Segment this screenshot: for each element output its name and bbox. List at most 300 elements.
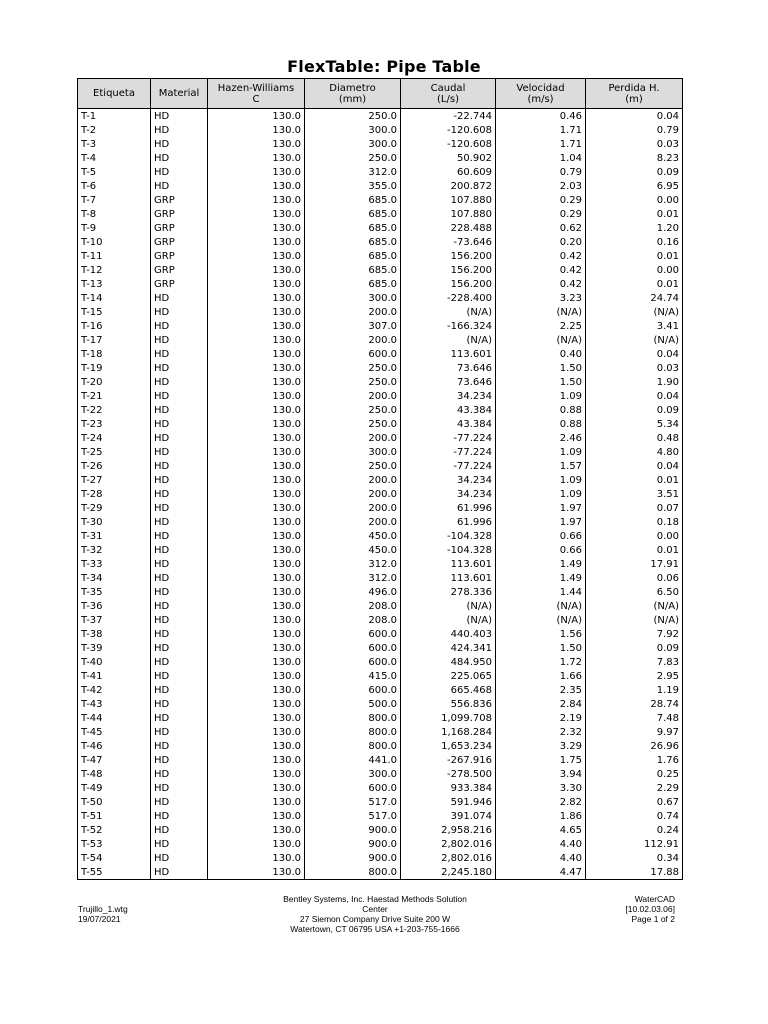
cell-perdida: 28.74	[586, 697, 683, 711]
cell-hazen-williams: 130.0	[208, 697, 305, 711]
cell-velocidad: 1.09	[496, 487, 586, 501]
cell-diametro: 208.0	[305, 599, 401, 613]
cell-caudal: 933.384	[401, 781, 496, 795]
cell-etiqueta: T-12	[78, 263, 151, 277]
cell-perdida: 1.76	[586, 753, 683, 767]
cell-etiqueta: T-47	[78, 753, 151, 767]
cell-hazen-williams: 130.0	[208, 235, 305, 249]
cell-perdida: 1.19	[586, 683, 683, 697]
footer-app-version: [10.02.03.06]	[625, 904, 675, 914]
cell-etiqueta: T-54	[78, 851, 151, 865]
cell-caudal: 2,958.216	[401, 823, 496, 837]
cell-diametro: 200.0	[305, 487, 401, 501]
cell-velocidad: 3.29	[496, 739, 586, 753]
table-row	[78, 207, 683, 221]
cell-etiqueta: T-9	[78, 221, 151, 235]
table-row	[78, 109, 683, 124]
cell-velocidad: 2.35	[496, 683, 586, 697]
cell-diametro: 200.0	[305, 305, 401, 319]
cell-caudal: 1,099.708	[401, 711, 496, 725]
cell-material: HD	[151, 809, 208, 823]
cell-diametro: 250.0	[305, 375, 401, 389]
cell-material: HD	[151, 375, 208, 389]
cell-etiqueta: T-5	[78, 165, 151, 179]
cell-perdida: 0.01	[586, 207, 683, 221]
footer-address-line: Watertown, CT 06795 USA +1-203-755-1666	[290, 924, 460, 934]
cell-material: HD	[151, 501, 208, 515]
cell-velocidad: 0.42	[496, 249, 586, 263]
cell-velocidad: 2.03	[496, 179, 586, 193]
footer-address-line: 27 Siemon Company Drive Suite 200 W	[299, 914, 451, 924]
cell-hazen-williams: 130.0	[208, 459, 305, 473]
cell-diametro: 900.0	[305, 851, 401, 865]
cell-velocidad: 0.66	[496, 543, 586, 557]
cell-hazen-williams: 130.0	[208, 305, 305, 319]
cell-etiqueta: T-8	[78, 207, 151, 221]
cell-velocidad: 2.84	[496, 697, 586, 711]
column-header-caudal: Caudal (L/s)	[401, 79, 496, 109]
cell-perdida: (N/A)	[586, 305, 683, 319]
cell-etiqueta: T-10	[78, 235, 151, 249]
cell-caudal: 50.902	[401, 151, 496, 165]
footer-filename: Trujillo_1.wtg	[78, 904, 128, 914]
cell-diametro: 312.0	[305, 165, 401, 179]
cell-velocidad: 1.97	[496, 501, 586, 515]
table-row	[78, 361, 683, 375]
cell-diametro: 685.0	[305, 221, 401, 235]
cell-hazen-williams: 130.0	[208, 585, 305, 599]
cell-material: HD	[151, 389, 208, 403]
cell-velocidad: 4.65	[496, 823, 586, 837]
cell-hazen-williams: 130.0	[208, 529, 305, 543]
column-header-diametro: Diametro (mm)	[305, 79, 401, 109]
cell-perdida: (N/A)	[586, 333, 683, 347]
cell-diametro: 250.0	[305, 403, 401, 417]
cell-diametro: 450.0	[305, 543, 401, 557]
cell-material: HD	[151, 529, 208, 543]
cell-diametro: 300.0	[305, 445, 401, 459]
cell-velocidad: 1.09	[496, 389, 586, 403]
table-row	[78, 277, 683, 291]
cell-caudal: 278.336	[401, 585, 496, 599]
cell-velocidad: 1.49	[496, 557, 586, 571]
cell-caudal: 156.200	[401, 277, 496, 291]
cell-caudal: 228.488	[401, 221, 496, 235]
cell-etiqueta: T-39	[78, 641, 151, 655]
cell-hazen-williams: 130.0	[208, 193, 305, 207]
cell-etiqueta: T-19	[78, 361, 151, 375]
column-header-velocidad: Velocidad (m/s)	[496, 79, 586, 109]
cell-diametro: 600.0	[305, 627, 401, 641]
cell-diametro: 200.0	[305, 473, 401, 487]
cell-hazen-williams: 130.0	[208, 781, 305, 795]
cell-diametro: 600.0	[305, 347, 401, 361]
table-row	[78, 319, 683, 333]
cell-etiqueta: T-42	[78, 683, 151, 697]
cell-etiqueta: T-51	[78, 809, 151, 823]
cell-perdida: 5.34	[586, 417, 683, 431]
cell-material: HD	[151, 403, 208, 417]
cell-hazen-williams: 130.0	[208, 655, 305, 669]
cell-caudal: -104.328	[401, 543, 496, 557]
table-row	[78, 473, 683, 487]
cell-material: HD	[151, 291, 208, 305]
cell-diametro: 900.0	[305, 823, 401, 837]
cell-velocidad: 1.72	[496, 655, 586, 669]
cell-velocidad: 2.19	[496, 711, 586, 725]
cell-hazen-williams: 130.0	[208, 389, 305, 403]
cell-diametro: 312.0	[305, 557, 401, 571]
cell-hazen-williams: 130.0	[208, 515, 305, 529]
cell-diametro: 312.0	[305, 571, 401, 585]
cell-caudal: -22.744	[401, 109, 496, 124]
cell-material: GRP	[151, 249, 208, 263]
cell-caudal: 556.836	[401, 697, 496, 711]
cell-material: HD	[151, 711, 208, 725]
cell-hazen-williams: 130.0	[208, 109, 305, 124]
cell-velocidad: 1.86	[496, 809, 586, 823]
table-row	[78, 655, 683, 669]
cell-hazen-williams: 130.0	[208, 249, 305, 263]
cell-diametro: 517.0	[305, 809, 401, 823]
cell-material: HD	[151, 361, 208, 375]
cell-velocidad: 2.82	[496, 795, 586, 809]
cell-velocidad: 1.09	[496, 445, 586, 459]
cell-caudal: -104.328	[401, 529, 496, 543]
cell-perdida: 0.03	[586, 137, 683, 151]
cell-caudal: 200.872	[401, 179, 496, 193]
table-body	[78, 109, 683, 880]
cell-hazen-williams: 130.0	[208, 501, 305, 515]
cell-velocidad: 1.57	[496, 459, 586, 473]
cell-etiqueta: T-35	[78, 585, 151, 599]
cell-caudal: -77.224	[401, 445, 496, 459]
cell-etiqueta: T-27	[78, 473, 151, 487]
cell-diametro: 415.0	[305, 669, 401, 683]
cell-diametro: 496.0	[305, 585, 401, 599]
cell-etiqueta: T-7	[78, 193, 151, 207]
cell-diametro: 800.0	[305, 739, 401, 753]
cell-caudal: 156.200	[401, 249, 496, 263]
cell-perdida: 0.09	[586, 165, 683, 179]
table-row	[78, 151, 683, 165]
footer-page-number: Page 1 of 2	[631, 914, 675, 924]
page-title: FlexTable: Pipe Table	[287, 57, 481, 76]
cell-material: HD	[151, 473, 208, 487]
table-row	[78, 221, 683, 235]
cell-diametro: 300.0	[305, 767, 401, 781]
table-row	[78, 599, 683, 613]
cell-caudal: 156.200	[401, 263, 496, 277]
cell-hazen-williams: 130.0	[208, 767, 305, 781]
cell-etiqueta: T-43	[78, 697, 151, 711]
cell-etiqueta: T-14	[78, 291, 151, 305]
cell-material: HD	[151, 767, 208, 781]
cell-perdida: 2.29	[586, 781, 683, 795]
cell-hazen-williams: 130.0	[208, 137, 305, 151]
table-row	[78, 431, 683, 445]
cell-hazen-williams: 130.0	[208, 613, 305, 627]
cell-material: HD	[151, 823, 208, 837]
table-row	[78, 529, 683, 543]
cell-material: GRP	[151, 277, 208, 291]
cell-material: HD	[151, 697, 208, 711]
cell-perdida: 0.04	[586, 347, 683, 361]
cell-perdida: 0.00	[586, 529, 683, 543]
table-row	[78, 459, 683, 473]
cell-caudal: 1,168.284	[401, 725, 496, 739]
cell-diametro: 517.0	[305, 795, 401, 809]
cell-velocidad: 4.40	[496, 837, 586, 851]
cell-diametro: 800.0	[305, 711, 401, 725]
cell-etiqueta: T-37	[78, 613, 151, 627]
cell-material: HD	[151, 851, 208, 865]
table-row	[78, 487, 683, 501]
cell-perdida: 0.24	[586, 823, 683, 837]
table-row	[78, 669, 683, 683]
cell-caudal: 61.996	[401, 515, 496, 529]
cell-caudal: 43.384	[401, 403, 496, 417]
cell-caudal: 2,802.016	[401, 837, 496, 851]
cell-caudal: 2,802.016	[401, 851, 496, 865]
cell-perdida: 0.74	[586, 809, 683, 823]
cell-caudal: -73.646	[401, 235, 496, 249]
table-row	[78, 711, 683, 725]
cell-etiqueta: T-38	[78, 627, 151, 641]
cell-hazen-williams: 130.0	[208, 837, 305, 851]
cell-etiqueta: T-4	[78, 151, 151, 165]
cell-perdida: 0.00	[586, 193, 683, 207]
cell-etiqueta: T-18	[78, 347, 151, 361]
table-row	[78, 641, 683, 655]
cell-caudal: 113.601	[401, 347, 496, 361]
cell-diametro: 600.0	[305, 641, 401, 655]
cell-perdida: 3.51	[586, 487, 683, 501]
cell-caudal: 591.946	[401, 795, 496, 809]
cell-material: HD	[151, 599, 208, 613]
cell-hazen-williams: 130.0	[208, 361, 305, 375]
cell-perdida: 112.91	[586, 837, 683, 851]
cell-velocidad: 2.25	[496, 319, 586, 333]
cell-hazen-williams: 130.0	[208, 683, 305, 697]
table-row	[78, 501, 683, 515]
cell-perdida: 0.01	[586, 543, 683, 557]
cell-material: HD	[151, 487, 208, 501]
cell-diametro: 300.0	[305, 291, 401, 305]
cell-caudal: 34.234	[401, 473, 496, 487]
cell-caudal: 391.074	[401, 809, 496, 823]
cell-caudal: -278.500	[401, 767, 496, 781]
cell-hazen-williams: 130.0	[208, 809, 305, 823]
table-row	[78, 123, 683, 137]
cell-hazen-williams: 130.0	[208, 739, 305, 753]
cell-caudal: 113.601	[401, 557, 496, 571]
table-row	[78, 137, 683, 151]
cell-etiqueta: T-44	[78, 711, 151, 725]
cell-diametro: 250.0	[305, 361, 401, 375]
cell-hazen-williams: 130.0	[208, 403, 305, 417]
cell-caudal: (N/A)	[401, 613, 496, 627]
cell-velocidad: 0.42	[496, 277, 586, 291]
table-row	[78, 795, 683, 809]
cell-caudal: -77.224	[401, 459, 496, 473]
cell-hazen-williams: 130.0	[208, 207, 305, 221]
cell-velocidad: 1.71	[496, 123, 586, 137]
cell-perdida: 0.04	[586, 109, 683, 124]
table-row	[78, 263, 683, 277]
cell-hazen-williams: 130.0	[208, 431, 305, 445]
footer-date: 19/07/2021	[78, 914, 121, 924]
table-row	[78, 585, 683, 599]
cell-material: HD	[151, 795, 208, 809]
cell-etiqueta: T-17	[78, 333, 151, 347]
cell-perdida: 7.83	[586, 655, 683, 669]
cell-diametro: 600.0	[305, 683, 401, 697]
cell-diametro: 600.0	[305, 655, 401, 669]
cell-velocidad: 0.46	[496, 109, 586, 124]
cell-material: HD	[151, 319, 208, 333]
table-row	[78, 697, 683, 711]
cell-perdida: 0.01	[586, 249, 683, 263]
cell-velocidad: 1.75	[496, 753, 586, 767]
cell-material: HD	[151, 557, 208, 571]
cell-caudal: -166.324	[401, 319, 496, 333]
cell-caudal: -228.400	[401, 291, 496, 305]
cell-velocidad: 0.88	[496, 417, 586, 431]
cell-hazen-williams: 130.0	[208, 711, 305, 725]
cell-perdida: 1.90	[586, 375, 683, 389]
table-row	[78, 403, 683, 417]
cell-perdida: 0.00	[586, 263, 683, 277]
cell-material: GRP	[151, 193, 208, 207]
table-row	[78, 557, 683, 571]
cell-etiqueta: T-52	[78, 823, 151, 837]
table-row	[78, 739, 683, 753]
cell-diametro: 800.0	[305, 865, 401, 880]
cell-etiqueta: T-29	[78, 501, 151, 515]
cell-velocidad: 0.62	[496, 221, 586, 235]
cell-material: HD	[151, 683, 208, 697]
cell-diametro: 250.0	[305, 109, 401, 124]
cell-velocidad: 1.50	[496, 375, 586, 389]
cell-perdida: 4.80	[586, 445, 683, 459]
cell-etiqueta: T-46	[78, 739, 151, 753]
cell-material: HD	[151, 865, 208, 880]
cell-diametro: 200.0	[305, 501, 401, 515]
cell-caudal: -77.224	[401, 431, 496, 445]
cell-material: HD	[151, 445, 208, 459]
cell-etiqueta: T-1	[78, 109, 151, 124]
cell-velocidad: (N/A)	[496, 613, 586, 627]
cell-material: HD	[151, 109, 208, 124]
cell-hazen-williams: 130.0	[208, 795, 305, 809]
cell-etiqueta: T-49	[78, 781, 151, 795]
table-row	[78, 333, 683, 347]
cell-caudal: -120.608	[401, 123, 496, 137]
cell-material: HD	[151, 347, 208, 361]
cell-diametro: 450.0	[305, 529, 401, 543]
cell-etiqueta: T-48	[78, 767, 151, 781]
cell-etiqueta: T-20	[78, 375, 151, 389]
cell-perdida: 6.50	[586, 585, 683, 599]
table-row	[78, 781, 683, 795]
cell-etiqueta: T-23	[78, 417, 151, 431]
cell-caudal: 73.646	[401, 361, 496, 375]
cell-etiqueta: T-11	[78, 249, 151, 263]
cell-material: HD	[151, 417, 208, 431]
cell-material: HD	[151, 543, 208, 557]
cell-velocidad: (N/A)	[496, 305, 586, 319]
cell-velocidad: 1.56	[496, 627, 586, 641]
cell-hazen-williams: 130.0	[208, 823, 305, 837]
cell-diametro: 300.0	[305, 123, 401, 137]
cell-hazen-williams: 130.0	[208, 347, 305, 361]
cell-material: HD	[151, 781, 208, 795]
cell-material: GRP	[151, 263, 208, 277]
cell-etiqueta: T-55	[78, 865, 151, 880]
cell-velocidad: 2.46	[496, 431, 586, 445]
cell-caudal: 73.646	[401, 375, 496, 389]
cell-perdida: 24.74	[586, 291, 683, 305]
cell-etiqueta: T-25	[78, 445, 151, 459]
cell-velocidad: 3.94	[496, 767, 586, 781]
table-row	[78, 683, 683, 697]
cell-material: HD	[151, 641, 208, 655]
cell-material: HD	[151, 333, 208, 347]
cell-diametro: 441.0	[305, 753, 401, 767]
cell-material: HD	[151, 669, 208, 683]
cell-material: GRP	[151, 221, 208, 235]
cell-etiqueta: T-28	[78, 487, 151, 501]
table-row	[78, 445, 683, 459]
cell-etiqueta: T-16	[78, 319, 151, 333]
cell-perdida: (N/A)	[586, 599, 683, 613]
cell-velocidad: 0.20	[496, 235, 586, 249]
cell-diametro: 900.0	[305, 837, 401, 851]
cell-etiqueta: T-3	[78, 137, 151, 151]
cell-perdida: 17.91	[586, 557, 683, 571]
cell-perdida: 2.95	[586, 669, 683, 683]
cell-diametro: 200.0	[305, 333, 401, 347]
cell-caudal: 424.341	[401, 641, 496, 655]
footer-file-info	[78, 904, 128, 924]
table-row	[78, 865, 683, 880]
cell-caudal: 60.609	[401, 165, 496, 179]
cell-velocidad: 1.50	[496, 361, 586, 375]
table-row	[78, 179, 683, 193]
cell-hazen-williams: 130.0	[208, 851, 305, 865]
cell-diametro: 685.0	[305, 193, 401, 207]
cell-perdida: 6.95	[586, 179, 683, 193]
cell-perdida: 0.09	[586, 403, 683, 417]
cell-velocidad: 1.04	[496, 151, 586, 165]
cell-caudal: 225.065	[401, 669, 496, 683]
cell-caudal: 665.468	[401, 683, 496, 697]
cell-perdida: (N/A)	[586, 613, 683, 627]
cell-caudal: 440.403	[401, 627, 496, 641]
cell-perdida: 0.16	[586, 235, 683, 249]
cell-etiqueta: T-45	[78, 725, 151, 739]
cell-diametro: 355.0	[305, 179, 401, 193]
cell-etiqueta: T-2	[78, 123, 151, 137]
table-row	[78, 417, 683, 431]
cell-perdida: 0.04	[586, 389, 683, 403]
cell-material: HD	[151, 725, 208, 739]
cell-caudal: (N/A)	[401, 305, 496, 319]
table-row	[78, 291, 683, 305]
cell-caudal: -267.916	[401, 753, 496, 767]
footer-company-info	[240, 894, 510, 934]
